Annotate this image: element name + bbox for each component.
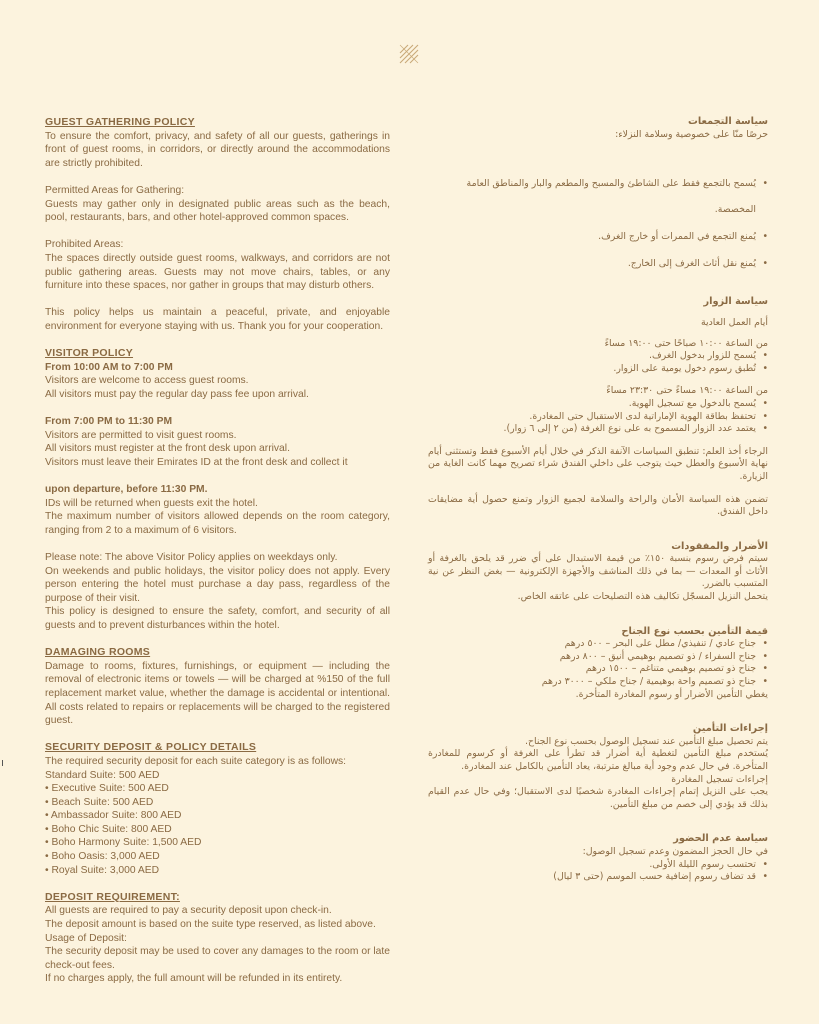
ar-visitor-closing: تضمن هذه السياسة الأمان والراحة والسلامة لجميع الزوار وتمنع حصول أية مضايقات داخل الفندق. [428,493,768,518]
deposit-item: • Royal Suite: 3,000 AED [45,864,160,876]
edge-mark [2,760,3,766]
ar-visitor-days: أيام العمل العادية [701,316,768,328]
ar-procedures-text: إجراءات تسجيل المغادرة [671,773,768,785]
ar-insurance-item: • جناح ذو تصميم بوهيمي متناغم – ١٥٠٠ درهم [428,663,768,676]
ar-insurance-heading: قيمة التأمين بحسب نوع الجناح [621,625,768,637]
damaging-rooms-text: Damage to rooms, fixtures, furnishings, or equipment — including the removal of electronic items or towels — will be charged at %150 of the full replacement market value, whether the damage is accidental or intentional. All costs related to repairs or replacements will be charged to the registered guest. [45,660,390,727]
ar-procedures-heading: إجراءات التأمين [692,723,768,735]
ar-noshow-item: • قد تضاف رسوم إضافية حسب الموسم (حتى ٣ ليال) [428,871,768,884]
ar-visitor-item: • تُطبق رسوم دخول يومية على الزوار. [428,363,768,376]
visitor-rule: Visitors must leave their Emirates ID at the front desk and collect it [45,456,348,468]
deposit-item: • Boho Harmony Suite: 1,500 AED [45,837,202,849]
guest-gathering-intro: To ensure the comfort, privacy, and safety of all our guests, gatherings in front of guest rooms, in corridors, or directly around the accommodations are strictly prohibited. [45,130,390,169]
visitor-rule: Visitors are permitted to visit guest rooms. [45,429,237,441]
ar-insurance-note: يغطي التأمين الأضرار أو رسوم المغادرة المتأخرة. [575,688,768,700]
ar-procedures-text: يجب على النزيل إتمام إجراءات المغادرة شخصيًا لدى الاستقبال؛ وفي حال عدم القيام بذلك قد يؤدي إلى خصم من مبلغ التأمين. [428,786,768,810]
deposit-item: • Beach Suite: 500 AED [45,796,154,808]
ar-insurance-item: • جناح عادي / تنفيذي/ مطل على البحر – ٥٠٠ درهم [428,638,768,651]
ar-insurance-item: • جناح ذو تصميم واحة بوهيمية / جناح ملكي – ٣٠٠٠ درهم [428,676,768,689]
deposit-line: The deposit amount is based on the suite type reserved, as listed above. [45,919,376,931]
permitted-areas-text: Guests may gather only in designated public areas such as the beach, pool, restaurants, bars, and other hotel-approved common spaces. [45,198,390,224]
ar-visitor-item: • يُسمح للزوار بدخول الغرف. [428,350,768,363]
ar-noshow-text: في حال الحجز المضمون وعدم تسجيل الوصول: [582,845,768,857]
ar-damage-text: سيتم فرض رسوم بنسبة ١٥٠٪ من قيمة الاستبدال على أي ضرر قد يلحق بالغرفة أو الأثاث أو المعدات — بما في ذلك المناشف والأجهزة الإلكترونية — بغض النظر عن نية المتسبب بالضرر. [428,553,768,590]
deposit-line: Usage of Deposit: [45,932,127,944]
ar-gathering-heading: سياسة التجمعات [687,116,768,127]
arabic-column [428,116,768,884]
deposit-item: • Ambassador Suite: 800 AED [45,810,182,822]
deposit-line: The security deposit may be used to cover any damages to the room or late check-out fees. [45,946,390,971]
ar-visitor-note: الرجاء أخذ العلم: تنطبق السياسات الآنفة الذكر في خلال أيام الأسبوع فقط وتستثنى أيام نهاية الأسبوع والعطل حيث يتوجب على داخلي الفندق شراء تصريح مهما كانت الغاية من الزيارة. [428,445,768,482]
deposit-line: All guests are required to pay a security deposit upon check-in. [45,905,332,917]
guest-gathering-heading: GUEST GATHERING POLICY [45,116,195,128]
deposit-item: • Boho Chic Suite: 800 AED [45,823,172,835]
ar-procedures-text: يتم تحصيل مبلغ التأمين عند تسجيل الوصول بحسب نوع الجناح. [524,735,768,747]
ar-gathering-item: • يُمنع التجمع في الممرات أو خارج الغرف. [428,231,768,244]
prohibited-areas-text: The spaces directly outside guest rooms, walkways, and corridors are not public gathering areas. Guests may not move chairs, tables, or any furniture into these spaces, nor gather in groups that may disturb others. [45,252,390,292]
ar-visitor-item: • يعتمد عدد الزوار المسموح به على نوع الغرفة (من ٢ إلى ٦ زوار). [428,423,768,436]
visitor-time-1: From 10:00 AM to 7:00 PM [45,361,173,373]
ar-damage-heading: الأضرار والمفقودات [671,540,768,552]
visitor-rule: The maximum number of visitors allowed depends on the room category, ranging from 2 to a maximum of 6 visitors. [45,511,390,536]
deposit-line: If no charges apply, the full amount will be refunded in its entirety. [45,973,343,985]
visitor-note: Please note: The above Visitor Policy applies on weekdays only. [45,552,338,563]
ar-damage-text: يتحمل النزيل المسجّل تكاليف هذه التصليحات على عاتقه الخاص. [517,591,768,603]
ar-visitor-item: • يُسمح بالدخول مع تسجيل الهوية. [428,398,768,411]
ar-noshow-heading: سياسة عدم الحضور [673,833,768,845]
ar-visitor-time: من الساعة ١٩:٠٠ مساءً حتى ٢٣:٣٠ مساءً [606,385,768,397]
visitor-note: On weekends and public holidays, the visitor policy does not apply. Every person entering the hotel must purchase a day pass, regardless of the purpose of their visit. [45,565,390,604]
visitor-time-2: From 7:00 PM to 11:30 PM [45,416,173,428]
ar-visitor-heading: سياسة الزوار [703,296,768,308]
visitor-rule: Visitors are welcome to access guest rooms. [45,375,249,387]
visitor-rule: All visitors must register at the front desk upon arrival. [45,443,290,455]
permitted-areas-title: Permitted Areas for Gathering: [45,184,185,196]
ar-visitor-item: • تحتفظ بطاقة الهوية الإماراتية لدى الاستقبال حتى المغادرة. [428,411,768,424]
ar-procedures-text: يُستخدم مبلغ التأمين لتغطية أية أضرار قد تطرأ على الغرفة أو كرسوم للمغادرة المتأخرة. في حال عدم وجود أية مبالغ مترتبة، يعاد التأمين بالكامل عند المغادرة. [428,748,768,772]
guest-gathering-closing: This policy helps us maintain a peaceful, private, and enjoyable environment for everyone staying with us. Thank you for your cooperation. [45,307,390,332]
ar-gathering-intro: حرصًا منّا على خصوصية وسلامة النزلاء: [615,128,768,140]
visitor-note: This policy is designed to ensure the safety, comfort, and security of all guests and to prevent disturbances within the hotel. [45,606,390,631]
ar-visitor-time: من الساعة ١٠:٠٠ صباحًا حتى ١٩:٠٠ مساءً [604,337,768,349]
ar-gathering-item: • يُسمح بالتجمع فقط على الشاطئ والمسبح والمطعم والبار والمناطق العامة المخصصة. [428,171,768,223]
damaging-rooms-heading: DAMAGING ROOMS [45,646,151,659]
visitor-rule: IDs will be returned when guests exit the hotel. [45,497,258,509]
deposit-item: Standard Suite: 500 AED [45,769,160,781]
deposit-item: • Executive Suite: 500 AED [45,783,169,795]
visitor-time-3: upon departure, before 11:30 PM. [45,484,208,496]
ar-gathering-item: • يُمنع نقل أثاث الغرف إلى الخارج. [428,258,768,271]
hotel-logo-icon [397,42,421,66]
deposit-requirement-heading: DEPOSIT REQUIREMENT: [45,890,180,903]
security-deposit-intro: The required security deposit for each suite category is as follows: [45,755,347,767]
security-deposit-heading: SECURITY DEPOSIT & POLICY DETAILS [45,741,257,754]
ar-noshow-item: • تحتسب رسوم الليلة الأولى. [428,859,768,872]
visitor-policy-heading: VISITOR POLICY [45,347,134,360]
deposit-item: • Boho Oasis: 3,000 AED [45,851,160,863]
english-column [45,116,390,986]
ar-insurance-item: • جناح السفراء / ذو تصميم بوهيمي أنيق – ٨٠٠ درهم [428,651,768,664]
visitor-rule: All visitors must pay the regular day pass fee upon arrival. [45,388,309,400]
prohibited-areas-title: Prohibited Areas: [45,239,124,251]
